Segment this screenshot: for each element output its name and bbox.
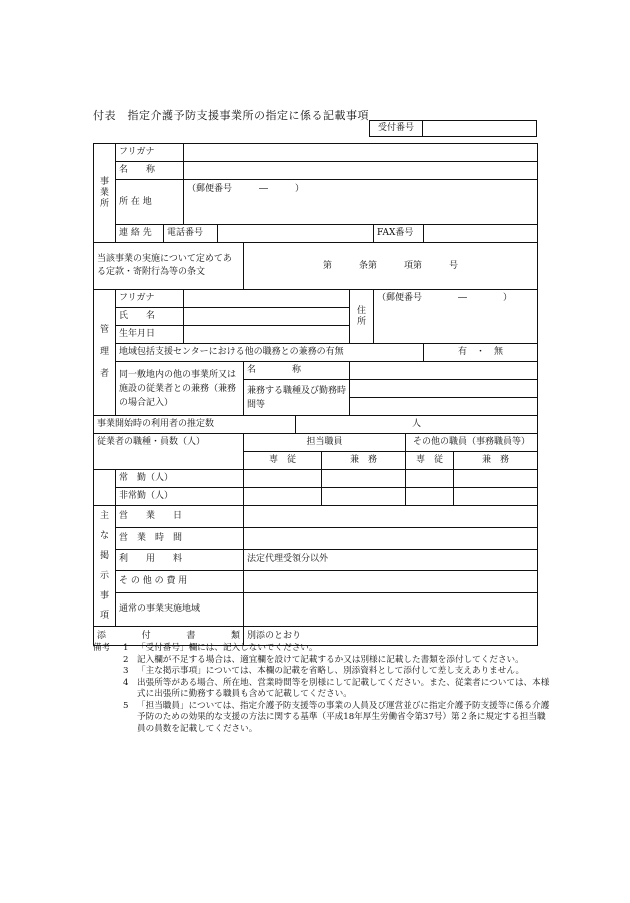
staff-other-senju-header: 専 従	[406, 452, 454, 470]
note-text: 出張所等がある場合、所在地、営業時間等を別様にして記載してください。また、従業者については、本様式に出張所に勤務する職員も含めて記載してください。	[137, 677, 550, 699]
jigyosho-section-label: 事 業 所	[94, 144, 116, 243]
staff-parttime-tanto-kenmu[interactable]	[322, 488, 406, 506]
jigyosho-phone-field[interactable]	[218, 225, 374, 243]
jigyosho-furigana-label: フリガナ	[116, 144, 184, 162]
keiji-section-label: 主 な 掲 示 事 項	[94, 506, 116, 627]
jigyosho-name-label: 名 称	[116, 162, 184, 180]
note-number: 3	[123, 666, 129, 676]
staff-tanto-kenmu-header: 兼 務	[322, 452, 406, 470]
jigyosho-contact-label: 連 絡 先	[116, 225, 164, 243]
application-form-table	[93, 143, 538, 646]
staff-label: 従業者の職種・員数（人）	[94, 434, 244, 470]
note-text: 記入欄が不足する場合は、適宜欄を設けて記載するか又は別様に記載した書類を添付してください。	[137, 654, 524, 665]
kitei-label: 当該事業の実施について定めてある定款・寄附行為等の条文	[94, 243, 244, 290]
kanrisha-name-label: 氏 名	[116, 308, 184, 326]
users-estimate-field[interactable]	[296, 416, 538, 434]
note-number: 1	[123, 643, 129, 653]
kanrisha-birthdate-field[interactable]	[184, 326, 350, 344]
jigyosho-fax-field[interactable]	[424, 225, 538, 243]
staff-parttime-other-senju[interactable]	[406, 488, 454, 506]
jigyosho-furigana-field[interactable]	[184, 144, 538, 162]
staff-tanto-header: 担当職員	[244, 434, 406, 452]
kanrisha-other-hours-field[interactable]	[350, 398, 538, 416]
jigyosho-address-field[interactable]	[184, 180, 538, 225]
staff-parttime-label: 非常勤（人）	[116, 488, 244, 506]
receipt-number-field[interactable]	[423, 121, 536, 136]
form-title: 付表 指定介護予防支援事業所の指定に係る記載事項	[93, 109, 369, 122]
note-item	[93, 701, 553, 736]
keiji-sonota-label: そ の 他 の 費 用	[116, 571, 244, 593]
tenpu-label: 添 付 書 類	[94, 627, 244, 646]
users-estimate-label: 事業開始時の利用者の推定数	[94, 416, 296, 434]
kanrisha-furigana-label: フリガナ	[116, 290, 184, 308]
users-unit: 人	[412, 419, 422, 429]
kanrisha-birthdate-label: 生年月日	[116, 326, 184, 344]
staff-fulltime-label: 常 勤（人）	[116, 470, 244, 488]
staff-fulltime-other-kenmu[interactable]	[454, 470, 538, 488]
staff-tanto-senju-header: 専 従	[244, 452, 322, 470]
keiji-sonota-field[interactable]	[244, 571, 538, 593]
jigyosho-phone-label: 電話番号	[164, 225, 218, 243]
kanrisha-other-name-label: 名 称	[244, 362, 350, 380]
kitei-field[interactable]: 第 条第 項第 号	[244, 243, 538, 290]
receipt-number-label: 受付番号	[370, 121, 423, 136]
kanrisha-other-role-field[interactable]	[350, 380, 538, 398]
staff-parttime-other-kenmu[interactable]	[454, 488, 538, 506]
kanrisha-kenmu-yes-no[interactable]: 有 ・ 無	[424, 344, 538, 362]
staff-fulltime-other-senju[interactable]	[406, 470, 454, 488]
staff-fulltime-tanto-kenmu[interactable]	[322, 470, 406, 488]
note-item	[93, 666, 553, 678]
kanrisha-other-staff-label: 同一敷地内の他の事業所又は施設の従業者との兼務（兼務の場合記入）	[116, 362, 244, 416]
note-text: 「受付番号」欄には、記入しないでください。	[137, 643, 318, 653]
keiji-eigyojikan-label: 営 業 時 間	[116, 527, 244, 549]
keiji-eigyobi-label: 営 業 日	[116, 506, 244, 528]
staff-other-kenmu-header: 兼 務	[454, 452, 538, 470]
receipt-number-box	[369, 120, 537, 137]
note-item	[93, 678, 553, 701]
kanrisha-address-field[interactable]	[374, 290, 538, 344]
jigyosho-postal-code: （郵便番号 ― ）	[187, 184, 305, 194]
note-number: 5	[123, 700, 129, 711]
kanrisha-other-name-field[interactable]	[350, 362, 538, 380]
keiji-riyoryo-field[interactable]: 法定代理受領分以外	[244, 549, 538, 571]
kanrisha-kenmu-question: 地域包括支援センターにおける他の職務との兼務の有無	[116, 344, 424, 362]
kanrisha-furigana-field[interactable]	[184, 290, 350, 308]
note-number: 2	[123, 654, 129, 665]
kanrisha-postal-code: （郵便番号 ― ）	[377, 293, 513, 303]
kanrisha-other-role-label: 兼務する職種及び勤務時間等	[244, 380, 350, 416]
note-item	[93, 643, 553, 655]
tenpu-field[interactable]: 別添のとおり	[244, 627, 538, 646]
staff-fulltime-tanto-senju[interactable]	[244, 470, 322, 488]
notes-section	[93, 643, 553, 735]
staff-parttime-tanto-senju[interactable]	[244, 488, 322, 506]
keiji-chiiki-field[interactable]	[244, 593, 538, 627]
keiji-riyoryo-label: 利 用 料	[116, 549, 244, 571]
jigyosho-name-field[interactable]	[184, 162, 538, 180]
notes-heading: 備考	[93, 643, 111, 653]
staff-row-spacer	[94, 470, 116, 506]
staff-other-header: その他の職員（事務職員等）	[406, 434, 538, 452]
note-item	[93, 655, 553, 667]
keiji-eigyojikan-field[interactable]	[244, 527, 538, 549]
note-text: 「担当職員」については、指定介護予防支援等の事業の人員及び運営並びに指定介護予防支援等に係る介護予防のための効果的な支援の方法に関する基準（平成18年厚生労働省令第37号）第２条に規定する担当職員の員数を記載してください。	[137, 700, 550, 734]
jigyosho-fax-label: FAX番号	[374, 225, 424, 243]
keiji-eigyobi-field[interactable]	[244, 506, 538, 528]
kanrisha-name-field[interactable]	[184, 308, 350, 326]
jigyosho-address-label: 所 在 地	[116, 180, 184, 225]
kanrisha-address-label: 住所	[350, 290, 374, 344]
kanrisha-section-label: 管 理 者	[94, 290, 116, 416]
keiji-chiiki-label: 通常の事業実施地域	[116, 593, 244, 627]
note-text: 「主な掲示事項」については、本欄の記載を省略し、別添資料として添付して差し支えありません。	[137, 666, 525, 676]
note-number: 4	[123, 677, 129, 688]
